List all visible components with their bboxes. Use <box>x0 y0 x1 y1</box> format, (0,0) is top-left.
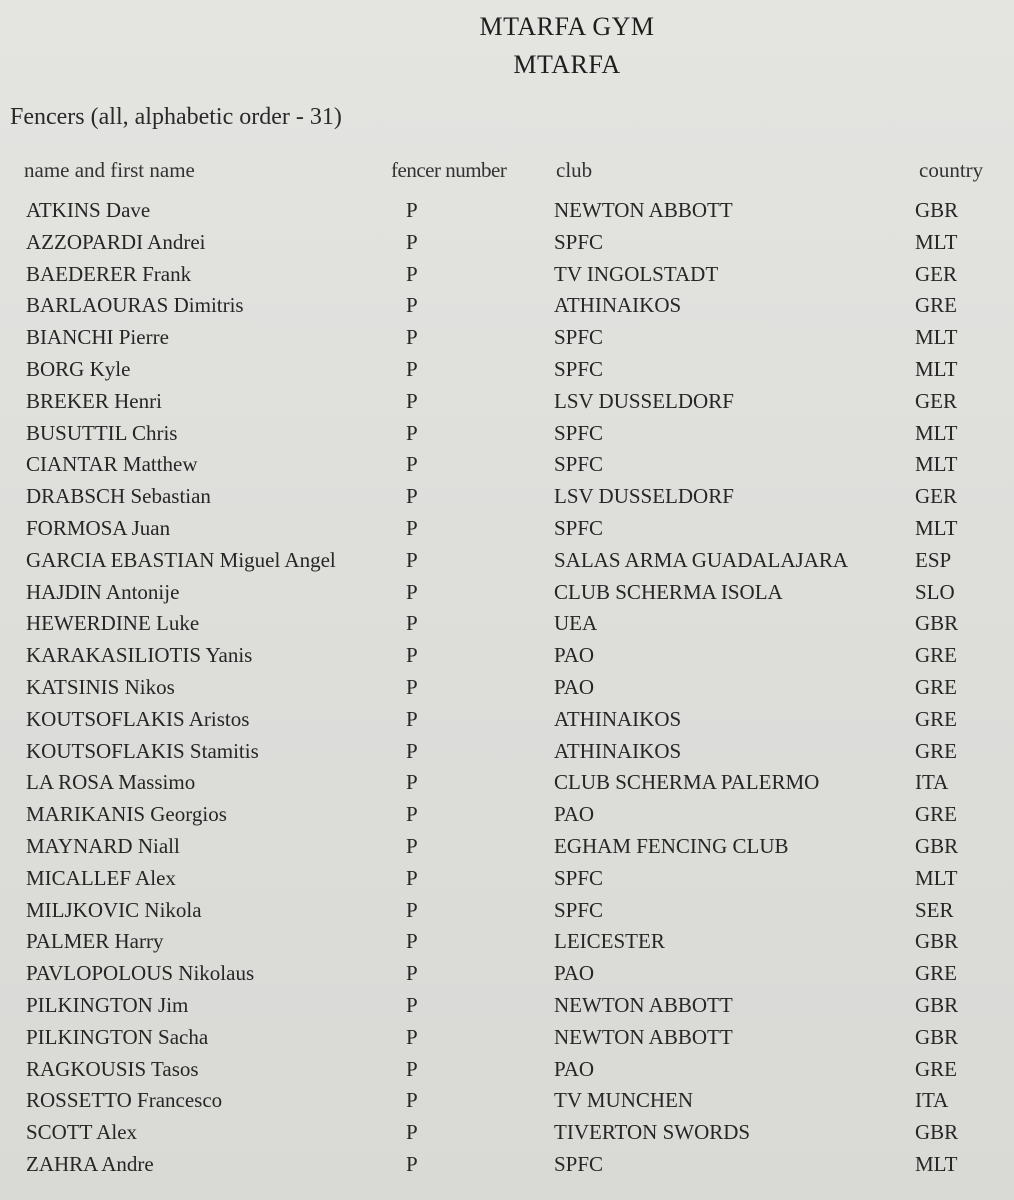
fencer-number: P <box>406 770 418 795</box>
fencer-country: GBR <box>915 929 959 954</box>
fencer-number: P <box>406 865 418 890</box>
fencer-country: GBR <box>915 1024 959 1049</box>
fencer-country: GBR <box>915 198 959 222</box>
fencer-number: P <box>406 961 418 986</box>
fencer-club: SPFC <box>554 325 604 350</box>
table-row <box>0 832 1014 864</box>
fencer-table-body <box>0 196 1014 1182</box>
fencer-number: P <box>406 579 418 604</box>
fencer-country: MLT <box>915 229 958 254</box>
fencer-club: SPFC <box>554 452 604 477</box>
fencer-number: P <box>406 1088 418 1113</box>
fencer-name: PAVLOPOLOUS Nikolaus <box>26 961 255 986</box>
fencer-club: SPFC <box>554 897 604 922</box>
fencer-number: P <box>406 992 418 1017</box>
table-row <box>0 1086 1014 1118</box>
fencer-number: P <box>406 643 418 668</box>
table-row <box>0 546 1014 578</box>
fencer-name: BORG Kyle <box>26 356 131 381</box>
fencer-club: TV MUNCHEN <box>554 1088 694 1113</box>
fencer-number: P <box>406 738 418 763</box>
fencer-number: P <box>406 515 418 540</box>
table-row <box>0 450 1014 482</box>
fencer-name: KARAKASILIOTIS Yanis <box>26 643 253 668</box>
fencer-country: GRE <box>915 738 957 763</box>
fencer-name: MAYNARD Niall <box>26 833 180 858</box>
fencer-name: PALMER Harry <box>26 929 164 954</box>
column-header-name: name and first name <box>24 158 195 182</box>
fencer-club: NEWTON ABBOTT <box>554 198 733 222</box>
fencer-country: GRE <box>915 643 957 668</box>
table-row <box>0 196 1014 228</box>
fencer-number: P <box>406 325 418 350</box>
fencer-number: P <box>406 198 418 222</box>
fencer-name: HAJDIN Antonije <box>26 579 180 604</box>
fencer-club: ATHINAIKOS <box>554 738 682 763</box>
fencer-club: SPFC <box>554 515 604 540</box>
table-row <box>0 578 1014 610</box>
fencer-club: EGHAM FENCING CLUB <box>554 833 789 858</box>
fencer-club: TIVERTON SWORDS <box>554 1120 751 1145</box>
fencer-club: SPFC <box>554 229 604 254</box>
fencer-name: ATKINS Dave <box>26 198 151 222</box>
fencer-country: MLT <box>915 452 958 477</box>
fencer-name: BUSUTTIL Chris <box>26 420 178 445</box>
fencer-number: P <box>406 547 418 572</box>
fencer-name: KOUTSOFLAKIS Aristos <box>26 706 250 731</box>
fencer-country: GRE <box>915 961 957 986</box>
table-row <box>0 959 1014 991</box>
fencer-country: GBR <box>915 992 959 1017</box>
fencer-number: P <box>406 229 418 254</box>
fencer-name: LA ROSA Massimo <box>26 770 196 795</box>
table-row <box>0 737 1014 769</box>
fencer-country: GBR <box>915 833 959 858</box>
table-row <box>0 355 1014 387</box>
fencer-number: P <box>406 1120 418 1145</box>
fencer-club: CLUB SCHERMA ISOLA <box>554 579 783 604</box>
fencer-country: SLO <box>915 579 955 604</box>
fencer-name: BARLAOURAS Dimitris <box>26 293 244 318</box>
column-header-club: club <box>556 158 593 182</box>
fencer-club: ATHINAIKOS <box>554 293 682 318</box>
table-row <box>0 323 1014 355</box>
fencer-club: PAO <box>554 643 595 668</box>
fencer-country: GBR <box>915 1120 959 1145</box>
fencer-club: PAO <box>554 802 595 827</box>
fencer-number: P <box>406 802 418 827</box>
fencer-name: KATSINIS Nikos <box>26 674 175 699</box>
fencer-name: SCOTT Alex <box>26 1120 138 1145</box>
fencer-name: MILJKOVIC Nikola <box>26 897 202 922</box>
table-row <box>0 260 1014 292</box>
fencer-name: BAEDERER Frank <box>26 261 192 286</box>
fencer-name: GARCIA EBASTIAN Miguel Angel <box>26 547 336 572</box>
table-row <box>0 1150 1014 1182</box>
fencer-number: P <box>406 484 418 509</box>
table-row <box>0 1118 1014 1150</box>
fencer-number: P <box>406 833 418 858</box>
fencer-country: ITA <box>915 770 949 795</box>
fencer-number: P <box>406 1056 418 1081</box>
fencer-number: P <box>406 897 418 922</box>
table-row <box>0 673 1014 705</box>
fencer-name: ROSSETTO Francesco <box>26 1088 223 1113</box>
city-title: MTARFA <box>513 50 621 79</box>
table-row <box>0 291 1014 323</box>
fencer-country: ITA <box>915 1088 949 1113</box>
table-row <box>0 1023 1014 1055</box>
fencer-number: P <box>406 420 418 445</box>
fencer-name: MICALLEF Alex <box>26 865 176 890</box>
fencer-country: MLT <box>915 325 958 350</box>
fencer-country: MLT <box>915 356 958 381</box>
table-row <box>0 991 1014 1023</box>
table-row <box>0 609 1014 641</box>
fencer-club: SPFC <box>554 865 604 890</box>
column-header-number: fencer number <box>391 158 507 182</box>
fencer-country: GRE <box>915 802 957 827</box>
fencer-country: GRE <box>915 674 957 699</box>
table-row <box>0 896 1014 928</box>
fencer-club: UEA <box>554 611 598 636</box>
fencer-club: LSV DUSSELDORF <box>554 484 734 509</box>
fencer-number: P <box>406 356 418 381</box>
fencer-club: PAO <box>554 961 595 986</box>
fencer-country: GRE <box>915 706 957 731</box>
fencer-name: CIANTAR Matthew <box>26 452 198 477</box>
fencer-name: BIANCHI Pierre <box>26 325 169 350</box>
table-row <box>0 705 1014 737</box>
fencer-name: HEWERDINE Luke <box>26 611 200 636</box>
fencer-name: MARIKANIS Georgios <box>26 802 227 827</box>
table-row <box>0 514 1014 546</box>
fencer-name: KOUTSOFLAKIS Stamitis <box>26 738 259 763</box>
fencer-club: SPFC <box>554 356 604 381</box>
fencer-country: SER <box>915 897 954 922</box>
fencer-name: AZZOPARDI Andrei <box>26 229 206 254</box>
fencer-club: SALAS ARMA GUADALAJARA <box>554 547 849 572</box>
fencer-number: P <box>406 1151 418 1176</box>
table-row <box>0 228 1014 260</box>
fencer-club: NEWTON ABBOTT <box>554 1024 733 1049</box>
fencer-club: TV INGOLSTADT <box>554 261 719 286</box>
table-row <box>0 864 1014 896</box>
fencer-club: LEICESTER <box>554 929 665 954</box>
fencer-number: P <box>406 293 418 318</box>
fencer-country: MLT <box>915 1151 958 1176</box>
fencer-number: P <box>406 1024 418 1049</box>
fencer-country: ESP <box>915 547 952 572</box>
fencer-number: P <box>406 611 418 636</box>
list-title: Fencers (all, alphabetic order - 31) <box>10 104 342 130</box>
fencer-number: P <box>406 388 418 413</box>
table-row <box>0 482 1014 514</box>
table-row <box>0 1055 1014 1087</box>
fencer-name: BREKER Henri <box>26 388 162 413</box>
fencer-club: SPFC <box>554 420 604 445</box>
fencer-club: SPFC <box>554 1151 604 1176</box>
fencer-name: RAGKOUSIS Tasos <box>26 1056 199 1081</box>
fencer-club: PAO <box>554 674 595 699</box>
fencer-country: MLT <box>915 420 958 445</box>
fencer-club: ATHINAIKOS <box>554 706 682 731</box>
venue-title: MTARFA GYM <box>479 12 655 41</box>
fencer-club: LSV DUSSELDORF <box>554 388 734 413</box>
fencer-country: GBR <box>915 611 959 636</box>
fencer-number: P <box>406 261 418 286</box>
table-row <box>0 768 1014 800</box>
fencer-country: GER <box>915 261 957 286</box>
fencer-number: P <box>406 452 418 477</box>
fencer-club: NEWTON ABBOTT <box>554 992 733 1017</box>
fencer-name: PILKINGTON Jim <box>26 992 189 1017</box>
table-row <box>0 419 1014 451</box>
fencer-number: P <box>406 929 418 954</box>
fencer-name: PILKINGTON Sacha <box>26 1024 209 1049</box>
fencer-country: GER <box>915 484 957 509</box>
fencer-number: P <box>406 706 418 731</box>
fencer-country: MLT <box>915 515 958 540</box>
fencer-number: P <box>406 674 418 699</box>
table-row <box>0 387 1014 419</box>
table-row <box>0 641 1014 673</box>
column-header-country: country <box>919 158 984 182</box>
table-row <box>0 927 1014 959</box>
fencer-name: FORMOSA Juan <box>26 515 171 540</box>
fencer-name: ZAHRA Andre <box>26 1151 154 1176</box>
fencer-country: GRE <box>915 293 957 318</box>
fencer-club: CLUB SCHERMA PALERMO <box>554 770 820 795</box>
fencer-club: PAO <box>554 1056 595 1081</box>
table-row <box>0 800 1014 832</box>
fencer-country: GRE <box>915 1056 957 1081</box>
fencer-country: GER <box>915 388 957 413</box>
fencer-name: DRABSCH Sebastian <box>26 484 211 509</box>
fencer-country: MLT <box>915 865 958 890</box>
